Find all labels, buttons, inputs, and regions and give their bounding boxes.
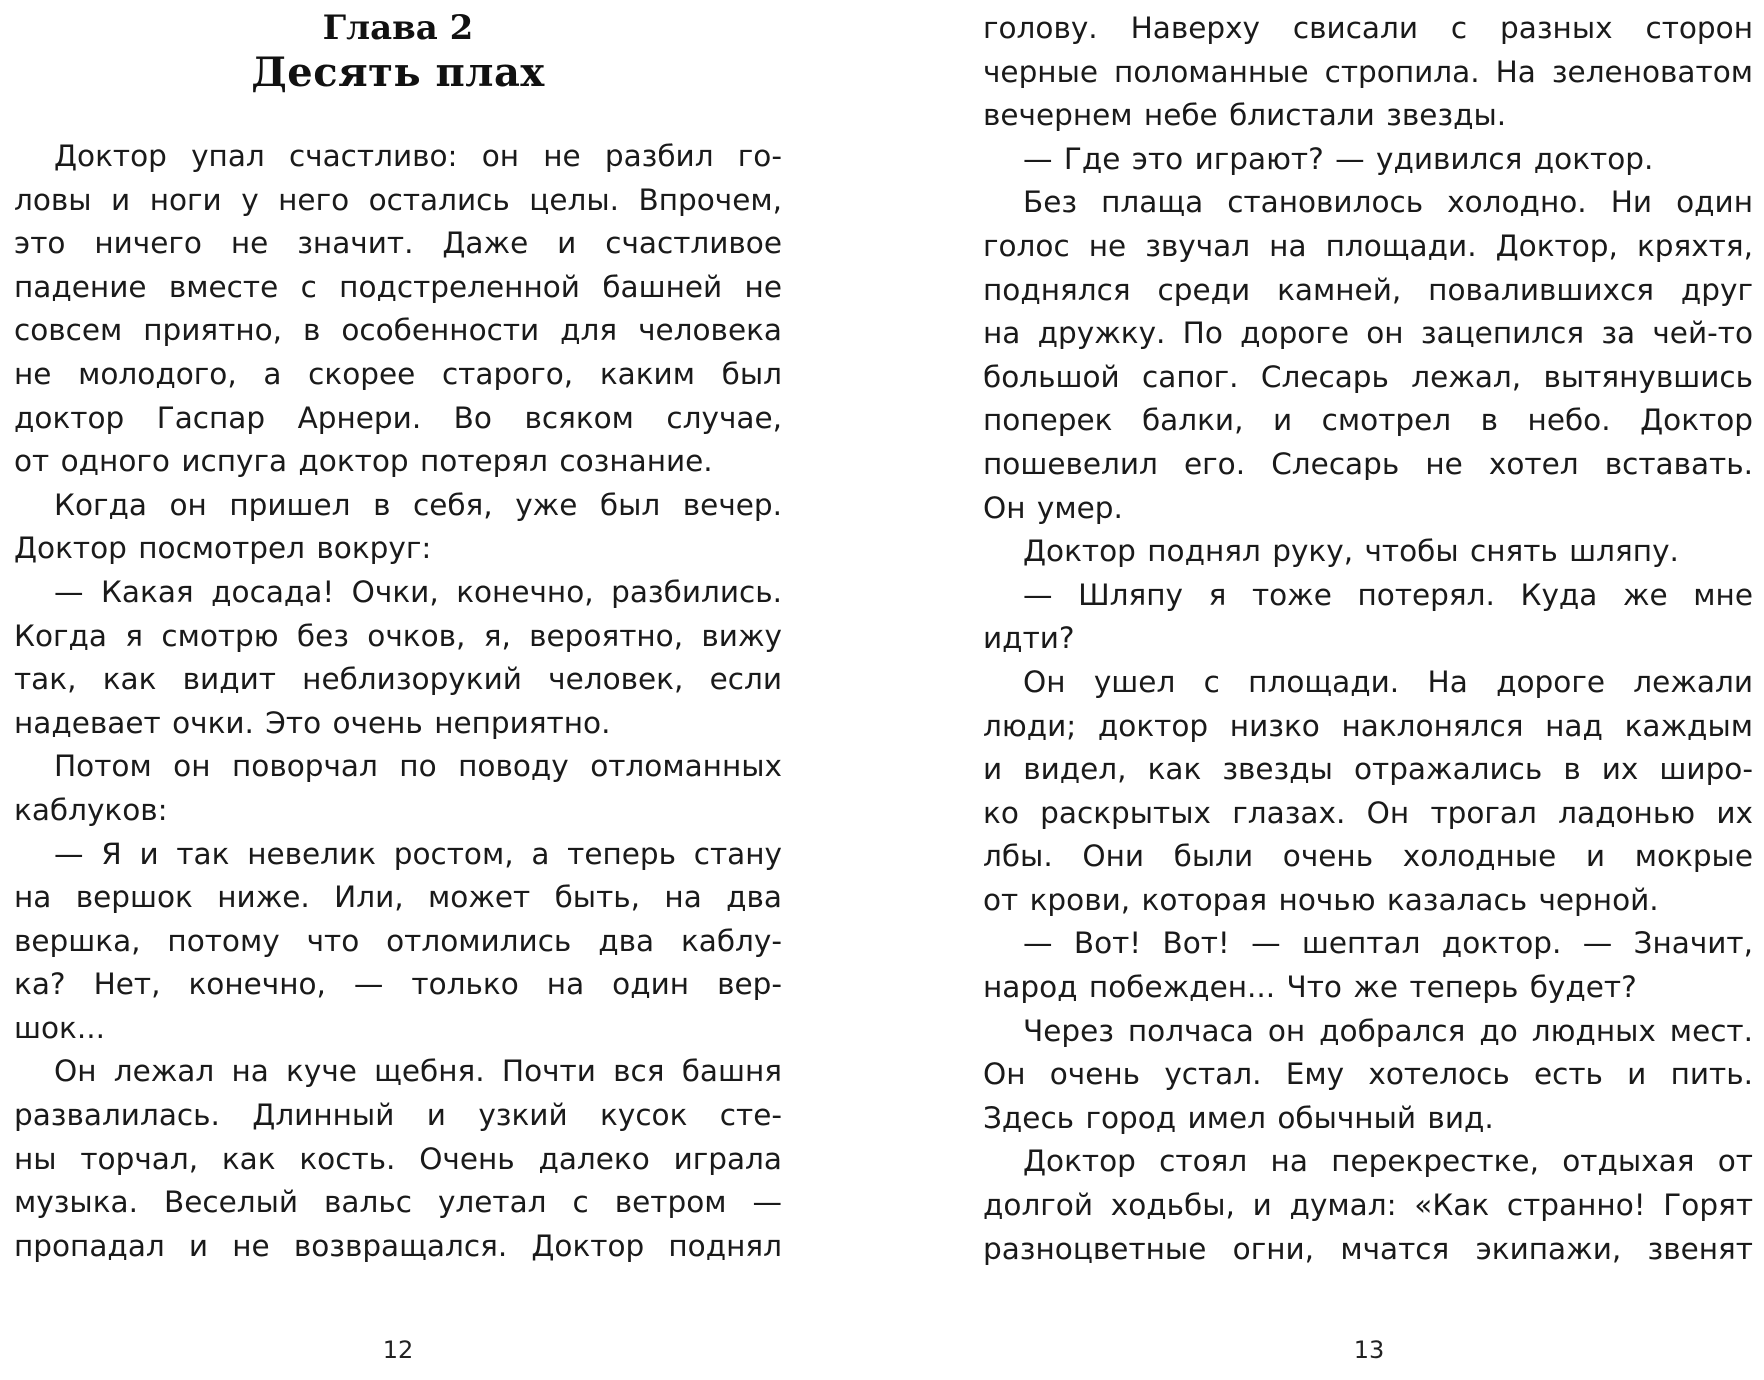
- left-page: [14, 0, 782, 1268]
- text-line: люди; доктор низко наклонялся над каждым: [983, 708, 1753, 743]
- text-line: голову. Наверху свисали с разных сторон: [983, 11, 1753, 45]
- text-line: большой сапог. Слесарь лежал, вытянувшись: [983, 359, 1753, 394]
- text-line: Когда я смотрю без очков, я, вероятно, вижу: [14, 618, 782, 653]
- text-line: не молодого, а скорее старого, каким был: [14, 356, 782, 391]
- chapter-title: Десять плах: [251, 49, 545, 96]
- text-line: Он лежал на куче щебня. Почти вся башня: [54, 1054, 782, 1089]
- text-line: музыка. Веселый вальс улетал с ветром —: [14, 1185, 782, 1220]
- text-line: ловы и ноги у него остались целы. Впрочем,: [14, 182, 782, 217]
- text-line: на дружку. По дороге он зацепился за чей-то: [983, 316, 1753, 351]
- text-line: совсем приятно, в особенности для человека: [14, 313, 782, 348]
- text-line: черные поломанные стропила. На зеленоватом: [983, 54, 1753, 89]
- text-line: ко раскрытых глазах. Он трогал ладонью их: [983, 795, 1753, 830]
- text-line: народ побежден... Что же теперь будет?: [983, 970, 1637, 1005]
- text-line: Без плаща становилось холодно. Ни один: [1023, 185, 1753, 220]
- text-line: Доктор посмотрел вокруг:: [14, 531, 432, 566]
- text-line: так, как видит неблизорукий человек, если: [14, 662, 782, 697]
- text-line: Доктор поднял руку, чтобы снять шляпу.: [1023, 534, 1679, 569]
- text-line: падение вместе с подстреленной башней не: [14, 269, 782, 304]
- text-line: развалилась. Длинный и узкий кусок сте-: [14, 1098, 782, 1133]
- text-line: поднялся среди камней, повалившихся друг: [983, 272, 1753, 307]
- text-line: голос не звучал на площади. Доктор, кряхтя,: [983, 228, 1753, 263]
- text-line: от крови, которая ночью казалась черной.: [983, 882, 1659, 917]
- right-page: [983, 0, 1753, 1271]
- text-line: — Шляпу я тоже потерял. Куда же мне: [1023, 577, 1753, 612]
- chapter-number: Глава 2: [322, 8, 474, 48]
- text-line: это ничего не значит. Даже и счастливое: [14, 226, 782, 261]
- text-line: — Какая досада! Очки, конечно, разбились.: [54, 574, 782, 609]
- text-line: от одного испуга доктор потерял сознание.: [14, 444, 713, 479]
- text-line: и видел, как звезды отражались в их широ-: [983, 752, 1753, 787]
- text-line: Он ушел с площади. На дороге лежали: [1023, 664, 1753, 699]
- right-page-text: [983, 7, 1753, 1271]
- text-line: Потом он поворчал по поводу отломанных: [54, 749, 782, 784]
- text-line: лбы. Они были очень холодные и мокрые: [983, 839, 1753, 874]
- text-line: надевает очки. Это очень неприятно.: [14, 705, 611, 740]
- text-line: ны торчал, как кость. Очень далеко играла: [14, 1141, 782, 1176]
- left-page-text: [14, 135, 782, 1268]
- text-line: Когда он пришел в себя, уже был вечер.: [54, 487, 782, 522]
- text-line: — Я и так невелик ростом, а теперь стану: [54, 836, 782, 871]
- text-line: — Вот! Вот! — шептал доктор. — Значит,: [1023, 926, 1753, 961]
- text-line: пропадал и не возвращался. Доктор поднял: [14, 1228, 782, 1263]
- text-line: Он умер.: [983, 490, 1123, 525]
- text-line: ка? Нет, конечно, — только на один вер-: [14, 967, 782, 1002]
- text-line: вершка, потому что отломились два каблу-: [14, 923, 782, 958]
- page-number-left: 12: [382, 1336, 414, 1364]
- text-line: разноцветные огни, мчатся экипажи, звенят: [983, 1231, 1753, 1266]
- text-line: вечернем небе блистали звезды.: [983, 98, 1507, 133]
- text-line: на вершок ниже. Или, может быть, на два: [14, 880, 782, 915]
- text-line: долгой ходьбы, и думал: «Как странно! Горят: [983, 1188, 1753, 1223]
- text-line: идти?: [983, 621, 1075, 656]
- text-line: — Где это играют? — удивился доктор.: [1023, 141, 1654, 176]
- text-line: Доктор упал счастливо: он не разбил го-: [54, 139, 782, 173]
- text-line: Через полчаса он добрался до людных мест.: [1023, 1013, 1753, 1048]
- page-number-right: 13: [1353, 1336, 1385, 1364]
- text-line: Доктор стоял на перекрестке, отдыхая от: [1023, 1144, 1753, 1179]
- text-line: Здесь город имел обычный вид.: [983, 1100, 1494, 1135]
- text-line: пошевелил его. Слесарь не хотел вставать.: [983, 446, 1753, 481]
- text-line: доктор Гаспар Арнери. Во всяком случае,: [14, 400, 782, 435]
- text-line: каблуков:: [14, 792, 168, 827]
- text-line: Он очень устал. Ему хотелось есть и пить.: [983, 1057, 1753, 1092]
- text-line: шок...: [14, 1010, 105, 1045]
- text-line: поперек балки, и смотрел в небо. Доктор: [983, 403, 1753, 438]
